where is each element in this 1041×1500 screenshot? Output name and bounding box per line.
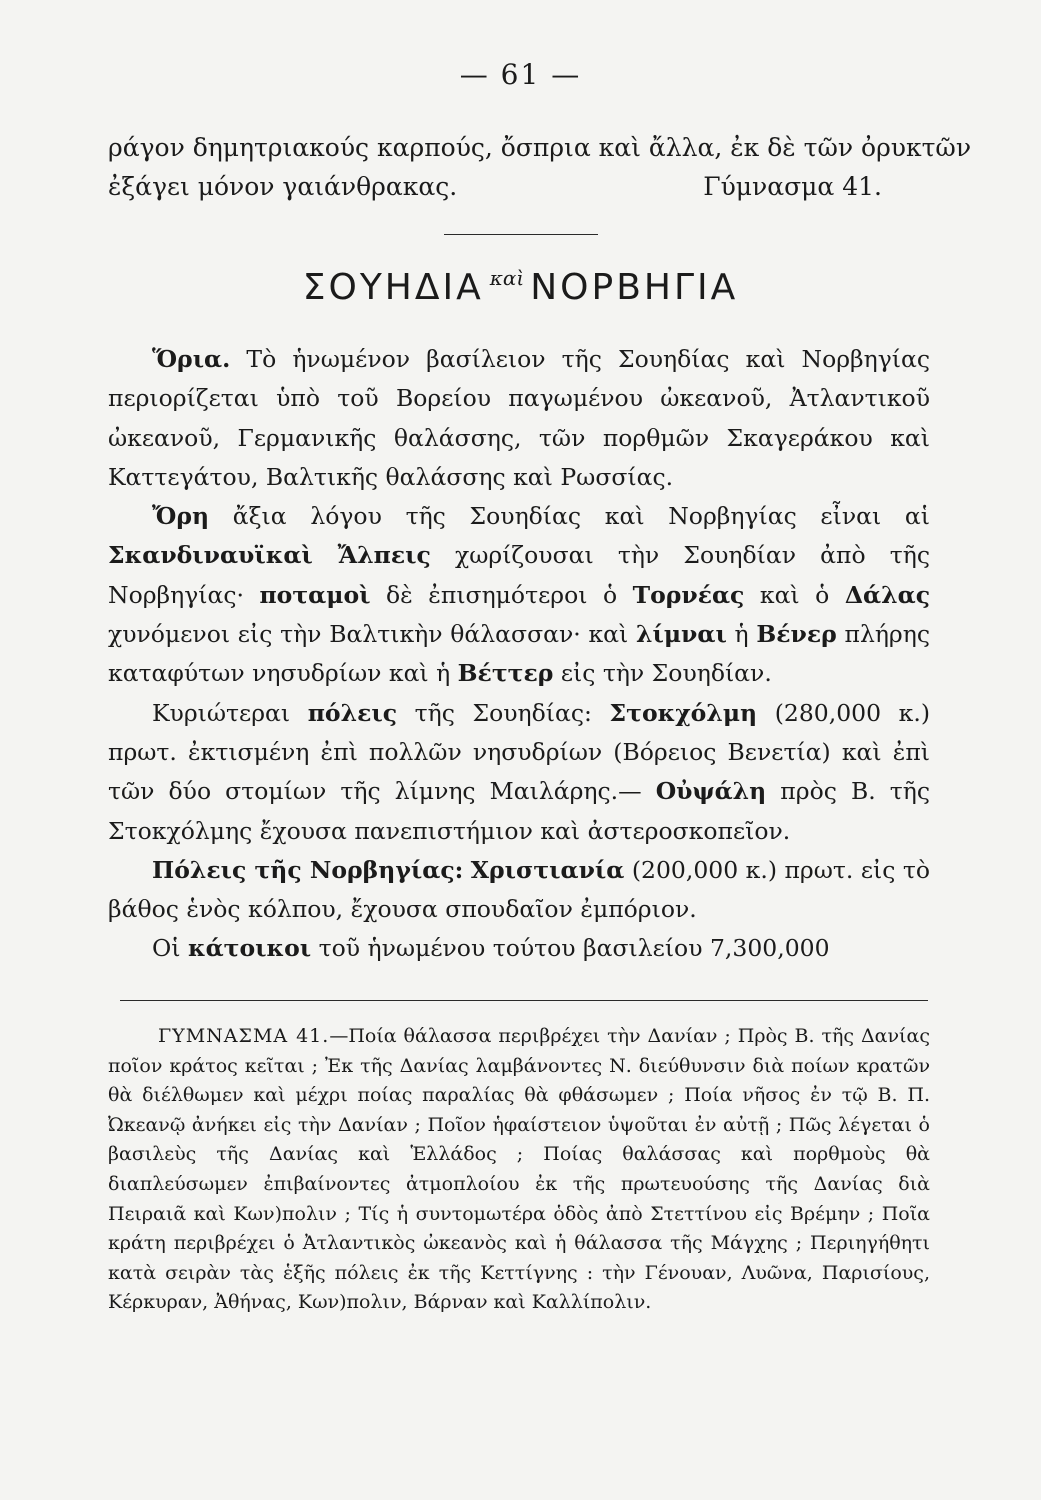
borders-text: Τὸ ἡνωμένον βασίλειον τῆς Σουηδίας καὶ Νορβηγίας περιορίζεται ὑπὸ τοῦ Βορείου παγωμένου ὠκεανοῦ, Ἀτλαντικοῦ ὠκεανοῦ, Γερμανικῆς θαλάσσης, τῶν πορθμῶν Σκαγεράκου καὶ Καττεγάτου, Βαλτικῆς θαλάσσης καὶ Ρωσσίας. xyxy=(108,345,930,491)
term-vatter: Βέττερ xyxy=(457,659,554,688)
term-dal: Δάλας xyxy=(844,580,930,609)
paragraph-population xyxy=(108,929,930,968)
exercise-reference: Γύμνασμα 41. xyxy=(703,172,882,201)
exercise-paragraph xyxy=(108,1022,930,1318)
exercise-text: —Ποία θάλασσα περιβρέχει τὴν Δανίαν ; Πρὸς Β. τῆς Δανίας ποῖον κράτος κεῖται ; Ἐκ τῆς Δανίας λαμβάνοντες Ν. διεύθυνσιν διὰ ποίων κρατῶν θὰ διέλθωμεν καὶ μέχρι ποίας παραλίας θὰ φθάσωμεν ; Ποία νῆσος ἐν τῷ Β. Π. Ὠκεανῷ ἀνήκει εἰς τὴν Δανίαν ; Ποῖον ἡφαίστειον ὑψοῦται ἐν αὐτῇ ; Πῶς λέγεται ὁ βασιλεὺς τῆς Δανίας καὶ Ἑλλάδος ; Ποίας θαλάσσας καὶ πορθμοὺς θὰ διαπλεύσωμεν ἐπιβαίνοντες ἀτμοπλοίου ἐκ τῆς πρωτευούσης τῆς Δανίας διὰ Πειραιᾶ καὶ Κων)πολιν ; Τίς ἡ συντομωτέρα ὁδὸς ἀπὸ Στεττίνου εἰς Βρέμην ; Ποῖα κράτη περιβρέχει ὁ Ἀτλαντικὸς ὠκεανὸς καὶ ἡ θάλασσα τῆς Μάγχης ; Περιηγήθητι κατὰ σειρὰν τὰς ἑξῆς πόλεις ἐκ τῆς Κεττίγνης : τὴν Γένουαν, Λυῶνα, Παρισίους, Κέρκυραν, Ἀθήνας, Κων)πολιν, Βάρναν καὶ Καλλίπολιν. xyxy=(108,1025,930,1314)
exercise-block xyxy=(108,1022,930,1318)
section-heading xyxy=(0,266,1041,308)
exercise-divider xyxy=(120,1000,928,1001)
text-span: ἡ xyxy=(726,620,757,649)
term-inhabitants: κάτοικοι xyxy=(187,934,312,963)
text-span: πρὸς Β. τῆς Στοκχόλμης ἔχουσα πανεπιστήμιον καὶ ἀστεροσκοπεῖον. xyxy=(108,777,931,845)
text-span: Κυριώτεραι xyxy=(152,698,308,727)
term-cities: πόλεις xyxy=(307,698,398,727)
term-rivers: ποταμοὶ xyxy=(259,580,371,609)
text-span: καὶ ὁ xyxy=(744,580,845,609)
heading-norway: ΝΟΡΒΗΓΙΑ xyxy=(530,267,739,308)
text-span: τοῦ ἡνωμένου τούτου βασιλείου 7,300,000 xyxy=(311,934,830,963)
term-borders: Ὅρια. xyxy=(152,345,231,373)
text-span xyxy=(463,856,470,884)
paragraph-borders xyxy=(108,340,930,497)
text-span: χυνόμενοι εἰς τὴν Βαλτικὴν θάλασσαν· καὶ xyxy=(108,620,636,649)
page-number: — 61 — xyxy=(459,58,582,91)
paragraph-geography xyxy=(108,497,930,693)
section-divider xyxy=(444,234,598,235)
text-span: δὲ ἐπισημότεροι ὁ xyxy=(370,580,633,609)
intro-line-2 xyxy=(108,167,928,206)
text-span: εἰς τὴν Σουηδίαν. xyxy=(553,659,772,688)
text-span: (200,000 κ.) πρωτ. εἰς τὸ βάθος ἑνὸς κόλπου, ἔχουσα σπουδαῖον ἐμπόριον. xyxy=(108,855,931,924)
term-norway-cities: Πόλεις τῆς Νορβηγίας: xyxy=(152,855,464,884)
term-tornea: Τορνέας xyxy=(632,580,745,609)
text-span: Οἱ xyxy=(152,934,188,963)
section-body xyxy=(108,340,930,969)
text-span: (280,000 κ.) πρωτ. ἐκτισμένη ἐπὶ πολλῶν νησυδρίων (Βόρειος Βενετία) καὶ ἐπὶ τῶν δύο στομίων τῆς λίμνης Μαιλάρης.— xyxy=(108,698,930,806)
term-vaner: Βένερ xyxy=(756,620,837,649)
text-span: χωρίζουσαι τὴν Σουηδίαν ἀπὸ τῆς Νορβηγίας· xyxy=(108,541,930,609)
paragraph-norwegian-cities xyxy=(108,851,930,930)
intro-line-2-text: ἐξάγει μόνον γαιάνθρακας. xyxy=(108,172,458,201)
text-span: ἄξια λόγου τῆς Σουηδίας καὶ Νορβηγίας εἶναι αἱ xyxy=(209,502,930,531)
term-scandinavian-alps: Σκανδιναυϊκαὶ Ἄλπεις xyxy=(108,541,431,570)
term-mountains: Ὄρη xyxy=(152,502,210,531)
heading-sweden: ΣΟΥΗΔΙΑ xyxy=(302,267,484,308)
text-span: πλήρης καταφύτων νησυδρίων καὶ ἡ xyxy=(108,620,930,688)
exercise-label: ΓΥΜΝΑΣΜΑ 41. xyxy=(158,1025,330,1047)
intro-line-1: ράγον δημητριακούς καρπούς, ὄσπρια καὶ ἄλλα, ἐκ δὲ τῶν ὀρυκτῶν xyxy=(108,133,972,162)
intro-text xyxy=(108,128,972,206)
paragraph-swedish-cities xyxy=(108,694,930,851)
term-lakes: λίμναι xyxy=(636,620,727,649)
text-span: τῆς Σουηδίας: xyxy=(397,698,610,727)
term-christiania: Χριστιανία xyxy=(470,855,625,884)
term-stockholm: Στοκχόλμη xyxy=(609,698,758,727)
term-uppsala: Οὐψάλη xyxy=(655,777,767,806)
heading-conjunction: καὶ xyxy=(489,266,525,290)
